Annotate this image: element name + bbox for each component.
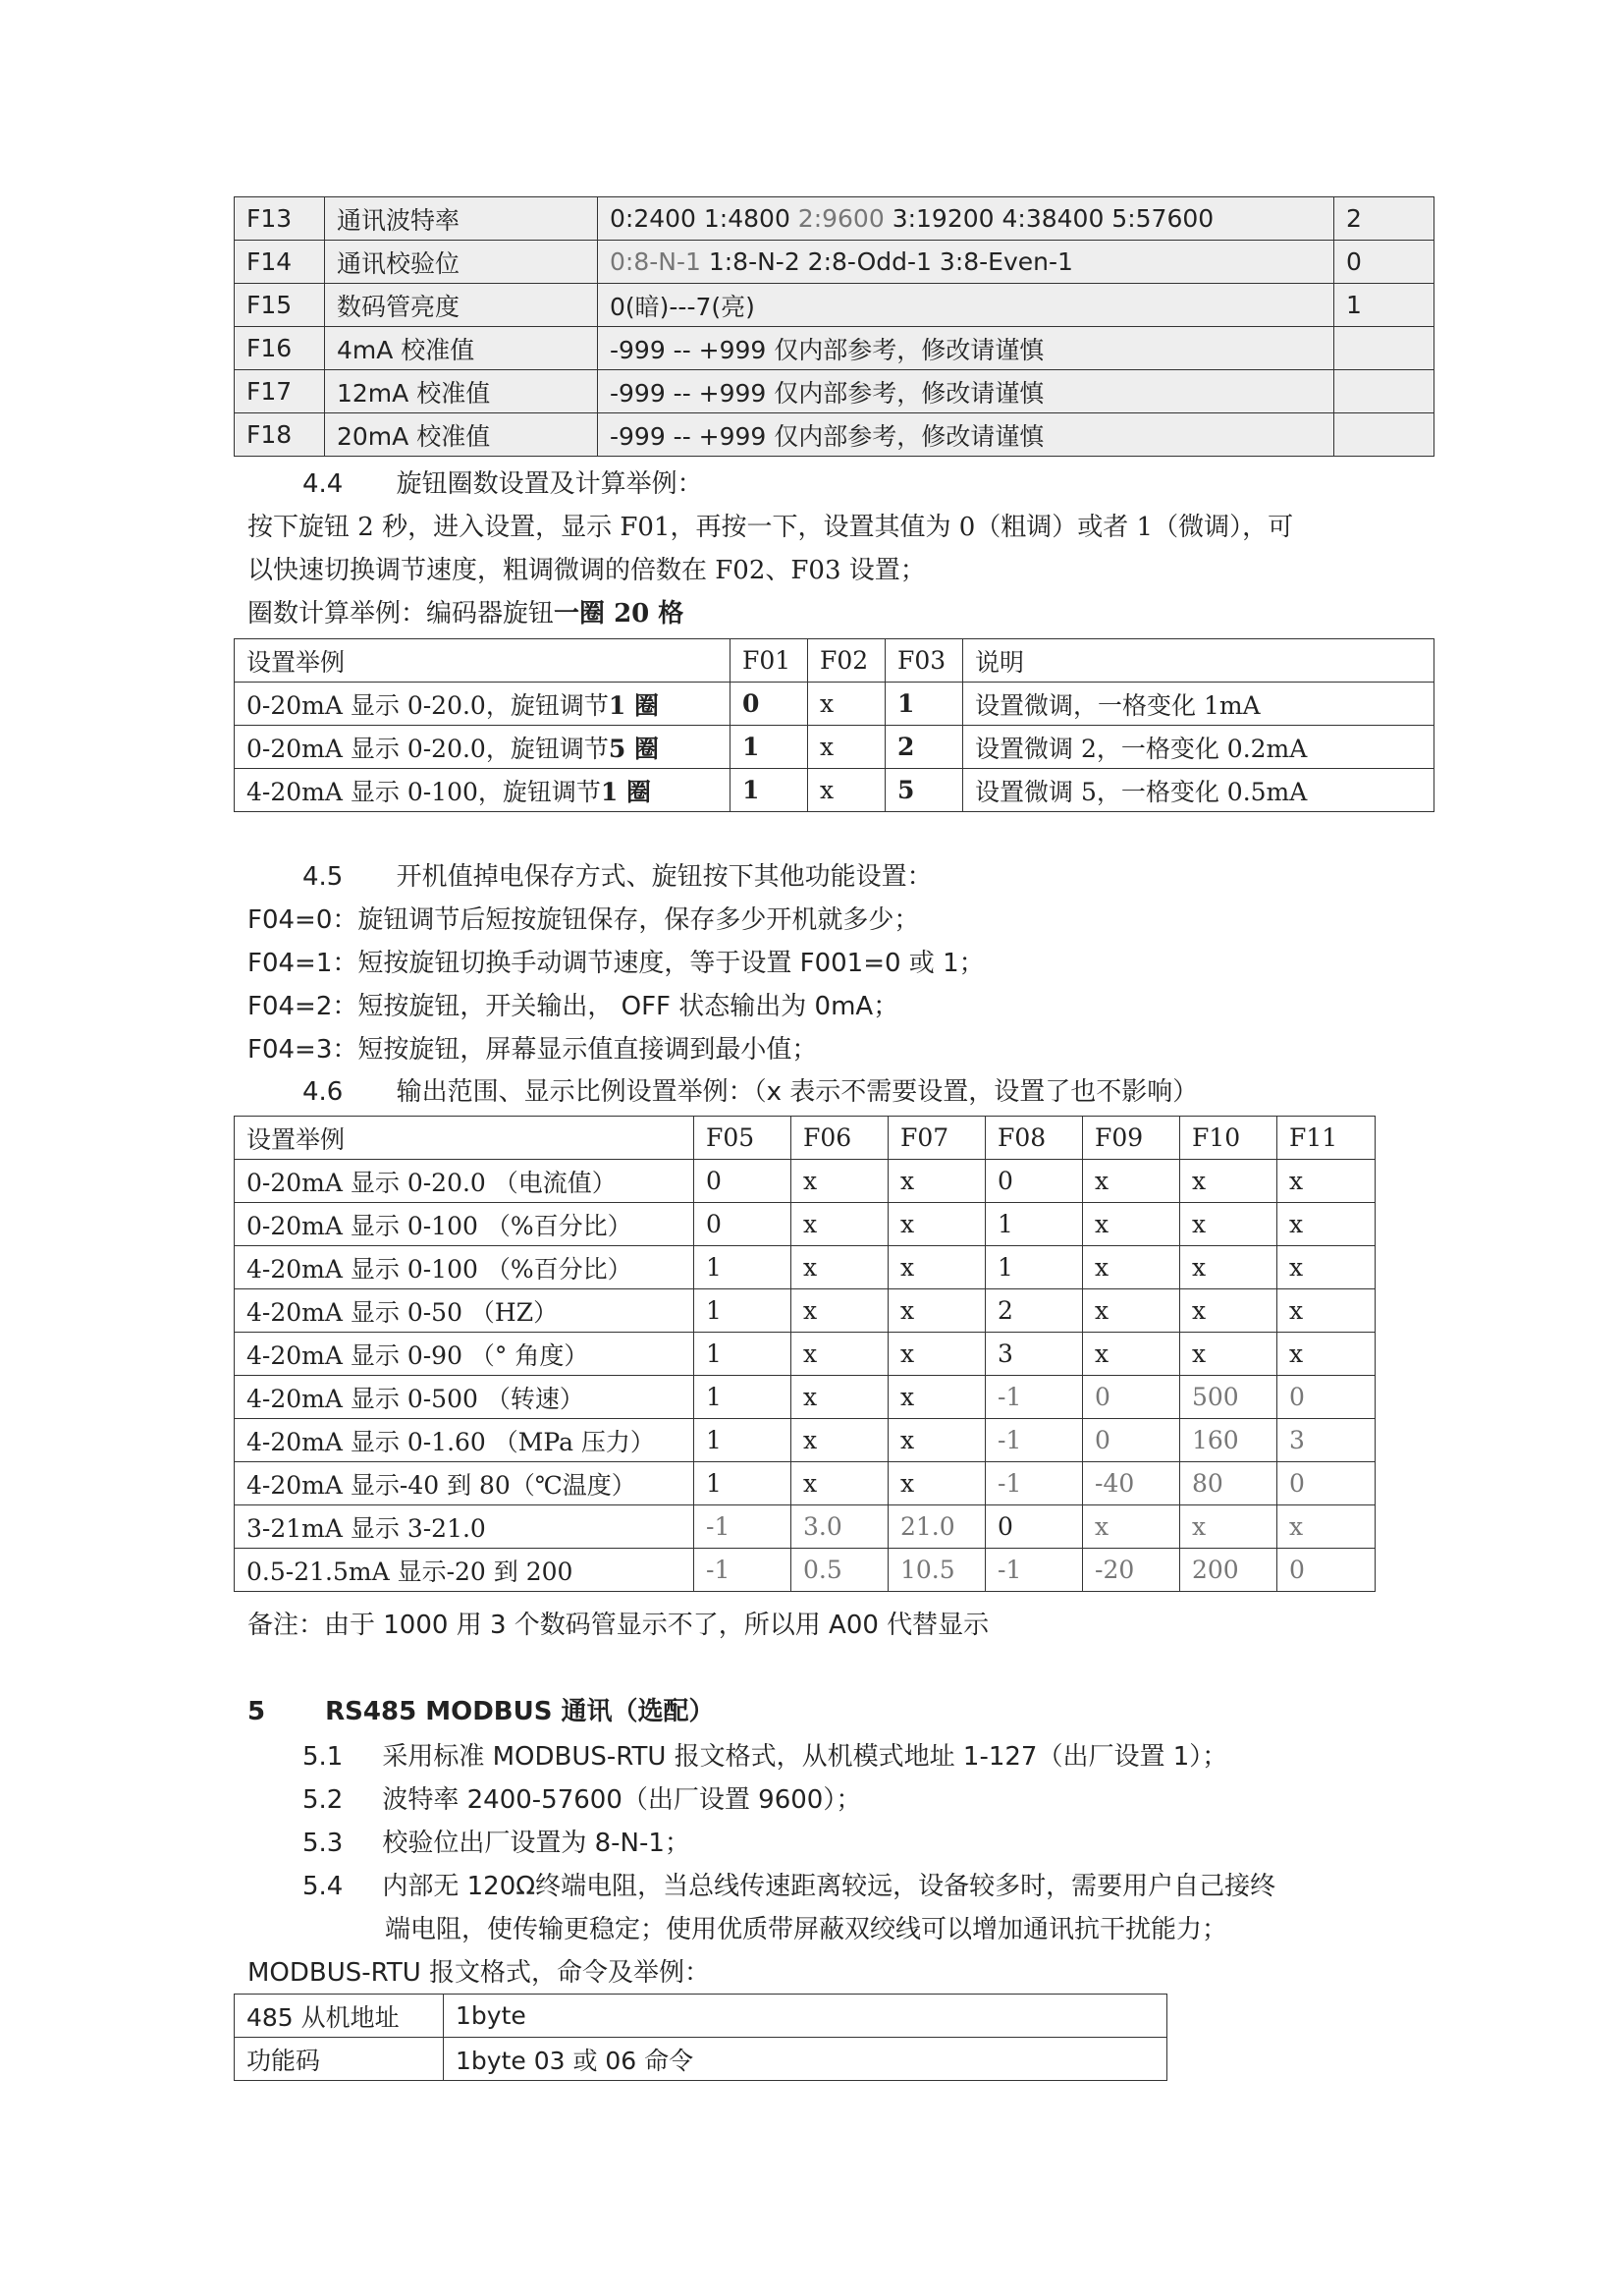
param-code: F18 bbox=[235, 413, 325, 457]
param-range bbox=[598, 241, 1334, 284]
paragraph bbox=[247, 599, 683, 629]
value-cell: x bbox=[1180, 1333, 1277, 1376]
param-default bbox=[1334, 327, 1434, 370]
value-cell: 1 bbox=[694, 1333, 791, 1376]
value-cell: 0 bbox=[1083, 1376, 1180, 1419]
value-cell: 3 bbox=[1277, 1419, 1376, 1462]
param-range bbox=[598, 370, 1334, 413]
value-cell: -1 bbox=[694, 1505, 791, 1549]
param-range-text: 0:2400 1:4800 bbox=[610, 204, 798, 233]
param-default bbox=[1334, 413, 1434, 457]
spec-number: 5.1 bbox=[302, 1742, 344, 1772]
spec-item bbox=[302, 1742, 1227, 1773]
column-header: F03 bbox=[886, 639, 963, 683]
value-cell: -20 bbox=[1083, 1549, 1180, 1592]
value-cell: x bbox=[791, 1160, 889, 1203]
column-header: F01 bbox=[730, 639, 808, 683]
param-default bbox=[1334, 370, 1434, 413]
value-cell: 1 bbox=[694, 1289, 791, 1333]
param-name: 12mA 校准值 bbox=[325, 370, 598, 413]
value-cell: x bbox=[1083, 1289, 1180, 1333]
value-cell: -1 bbox=[986, 1419, 1083, 1462]
table-row bbox=[235, 197, 1434, 241]
spec-text: 校验位出厂设置为 8-N-1； bbox=[382, 1829, 690, 1858]
field-name: 功能码 bbox=[235, 2038, 444, 2081]
spec-text: 波特率 2400-57600（出厂设置 9600）； bbox=[382, 1785, 862, 1815]
spec-number: 5.2 bbox=[302, 1785, 344, 1815]
param-range-highlight: 0:8-N-1 bbox=[610, 247, 701, 276]
example-cell: 4-20mA 显示 0-1.60 （MPa 压力） bbox=[235, 1419, 694, 1462]
param-default: 2 bbox=[1334, 197, 1434, 241]
table-row bbox=[235, 2038, 1167, 2081]
column-header: F06 bbox=[791, 1117, 889, 1160]
column-header: F09 bbox=[1083, 1117, 1180, 1160]
spec-item bbox=[302, 1829, 690, 1859]
table-row bbox=[235, 1505, 1376, 1549]
param-range-text: -999 -- +999 仅内部参考，修改请谨慎 bbox=[610, 421, 1045, 451]
value-cell: 0 bbox=[694, 1160, 791, 1203]
param-range-text: -999 -- +999 仅内部参考，修改请谨慎 bbox=[610, 335, 1045, 364]
note-cell: 设置微调 5，一格变化 0.5mA bbox=[963, 769, 1434, 812]
value-cell: x bbox=[889, 1246, 986, 1289]
turns-text: 1 圈 bbox=[600, 777, 651, 806]
value-cell: -40 bbox=[1083, 1462, 1180, 1505]
note-cell: 设置微调 2，一格变化 0.2mA bbox=[963, 726, 1434, 769]
example-cell: 0-20mA 显示 0-20.0 （电流值） bbox=[235, 1160, 694, 1203]
value-cell: -1 bbox=[986, 1376, 1083, 1419]
f02-cell: x bbox=[808, 726, 886, 769]
param-code: F14 bbox=[235, 241, 325, 284]
column-header: F08 bbox=[986, 1117, 1083, 1160]
value-cell: 0 bbox=[986, 1160, 1083, 1203]
param-default: 1 bbox=[1334, 284, 1434, 327]
f04-option: F04=1：短按旋钮切换手动调节速度，等于设置 F001=0 或 1； bbox=[247, 949, 985, 978]
turns-text: 1 圈 bbox=[608, 690, 659, 720]
value-cell: x bbox=[889, 1160, 986, 1203]
table-row bbox=[235, 1289, 1376, 1333]
example-cell: 0.5-21.5mA 显示-20 到 200 bbox=[235, 1549, 694, 1592]
example-cell bbox=[235, 769, 730, 812]
value-cell: 1 bbox=[694, 1376, 791, 1419]
param-range-text: 3:19200 4:38400 5:57600 bbox=[884, 204, 1215, 233]
value-cell: 0 bbox=[1277, 1462, 1376, 1505]
turns-text: 5 圈 bbox=[608, 734, 659, 763]
value-cell: x bbox=[1277, 1160, 1376, 1203]
section-5-heading bbox=[247, 1697, 715, 1727]
value-cell: 3 bbox=[986, 1333, 1083, 1376]
param-code: F13 bbox=[235, 197, 325, 241]
value-cell: 10.5 bbox=[889, 1549, 986, 1592]
f02-cell: x bbox=[808, 683, 886, 726]
value-cell: x bbox=[1277, 1289, 1376, 1333]
paragraph-text: 圈数计算举例：编码器旋钮 bbox=[247, 599, 555, 629]
column-header: 说明 bbox=[963, 639, 1434, 683]
example-cell: 4-20mA 显示 0-500 （转速） bbox=[235, 1376, 694, 1419]
example-text: 0-20mA 显示 0-20.0，旋钮调节 bbox=[246, 734, 609, 763]
value-cell: x bbox=[1083, 1246, 1180, 1289]
value-cell: x bbox=[889, 1462, 986, 1505]
value-cell: x bbox=[1083, 1160, 1180, 1203]
value-cell: x bbox=[1277, 1203, 1376, 1246]
column-header: F05 bbox=[694, 1117, 791, 1160]
param-range-text: 0(暗)---7(亮) bbox=[610, 292, 755, 321]
table-row bbox=[235, 327, 1434, 370]
note-cell: 设置微调，一格变化 1mA bbox=[963, 683, 1434, 726]
value-cell: x bbox=[889, 1376, 986, 1419]
table-row bbox=[235, 1462, 1376, 1505]
table-row bbox=[235, 1549, 1376, 1592]
example-text: 4-20mA 显示 0-100，旋钮调节 bbox=[246, 777, 601, 806]
value-cell: 200 bbox=[1180, 1549, 1277, 1592]
value-cell: x bbox=[1180, 1246, 1277, 1289]
value-cell: x bbox=[791, 1376, 889, 1419]
param-range bbox=[598, 197, 1334, 241]
section-title: 开机值掉电保存方式、旋钮按下其他功能设置： bbox=[396, 862, 933, 892]
value-cell: x bbox=[889, 1289, 986, 1333]
f03-cell: 2 bbox=[886, 726, 963, 769]
column-header: F07 bbox=[889, 1117, 986, 1160]
param-name: 通讯校验位 bbox=[325, 241, 598, 284]
table-row bbox=[235, 1995, 1167, 2038]
param-range bbox=[598, 284, 1334, 327]
table-row bbox=[235, 241, 1434, 284]
table-row bbox=[235, 1203, 1376, 1246]
f04-option: F04=2：短按旋钮，开关输出， OFF 状态输出为 0mA； bbox=[247, 992, 899, 1021]
value-cell: 0 bbox=[1277, 1549, 1376, 1592]
value-cell: x bbox=[1180, 1289, 1277, 1333]
value-cell: 3.0 bbox=[791, 1505, 889, 1549]
example-cell: 0-20mA 显示 0-100 （%百分比） bbox=[235, 1203, 694, 1246]
section-number: 5 bbox=[247, 1697, 266, 1726]
table-row bbox=[235, 413, 1434, 457]
value-cell: 1 bbox=[694, 1419, 791, 1462]
column-header: 设置举例 bbox=[235, 639, 730, 683]
param-range-text: 1:8-N-2 2:8-Odd-1 3:8-Even-1 bbox=[700, 247, 1073, 276]
paragraph: 以快速切换调节速度，粗调微调的倍数在 F02、F03 设置； bbox=[247, 556, 926, 585]
value-cell: 0 bbox=[694, 1203, 791, 1246]
param-name: 数码管亮度 bbox=[325, 284, 598, 327]
paragraph-continuation: 端电阻，使传输更稳定；使用优质带屏蔽双绞线可以增加通讯抗干扰能力； bbox=[385, 1915, 1228, 1944]
param-name: 通讯波特率 bbox=[325, 197, 598, 241]
value-cell: 160 bbox=[1180, 1419, 1277, 1462]
value-cell: 1 bbox=[986, 1246, 1083, 1289]
table-row bbox=[235, 683, 1434, 726]
table-row bbox=[235, 726, 1434, 769]
value-cell: x bbox=[1277, 1246, 1376, 1289]
section-4-5-heading bbox=[302, 862, 933, 893]
value-cell: 2 bbox=[986, 1289, 1083, 1333]
field-value: 1byte 03 或 06 命令 bbox=[444, 2038, 1167, 2081]
f03-cell: 5 bbox=[886, 769, 963, 812]
column-header: F11 bbox=[1277, 1117, 1376, 1160]
value-cell: x bbox=[1180, 1505, 1277, 1549]
value-cell: 21.0 bbox=[889, 1505, 986, 1549]
value-cell: -1 bbox=[986, 1462, 1083, 1505]
param-code: F15 bbox=[235, 284, 325, 327]
range-example-table bbox=[234, 1116, 1376, 1592]
value-cell: x bbox=[1277, 1333, 1376, 1376]
value-cell: 80 bbox=[1180, 1462, 1277, 1505]
f04-option: F04=0：旋钮调节后短按旋钮保存，保存多少开机就多少； bbox=[247, 905, 920, 935]
section-number: 4.4 bbox=[302, 469, 344, 499]
column-header: F02 bbox=[808, 639, 886, 683]
example-text: 0-20mA 显示 0-20.0，旋钮调节 bbox=[246, 690, 609, 720]
value-cell: x bbox=[1180, 1203, 1277, 1246]
value-cell: -1 bbox=[986, 1549, 1083, 1592]
value-cell: x bbox=[889, 1333, 986, 1376]
section-title: 旋钮圈数设置及计算举例： bbox=[396, 469, 703, 499]
f01-cell: 1 bbox=[730, 769, 808, 812]
value-cell: x bbox=[1083, 1505, 1180, 1549]
example-cell bbox=[235, 726, 730, 769]
format-title: MODBUS-RTU 报文格式，命令及举例： bbox=[247, 1958, 711, 1988]
value-cell: x bbox=[791, 1289, 889, 1333]
table-row bbox=[235, 1419, 1376, 1462]
section-number: 4.6 bbox=[302, 1077, 344, 1107]
table-note: 备注：由于 1000 用 3 个数码管显示不了，所以用 A00 代替显示 bbox=[247, 1611, 990, 1640]
f02-cell: x bbox=[808, 769, 886, 812]
value-cell: 1 bbox=[694, 1246, 791, 1289]
value-cell: x bbox=[791, 1419, 889, 1462]
section-title: RS485 MODBUS 通讯（选配） bbox=[325, 1697, 715, 1726]
value-cell: 500 bbox=[1180, 1376, 1277, 1419]
value-cell: x bbox=[791, 1462, 889, 1505]
section-4-6-heading bbox=[302, 1077, 1198, 1108]
value-cell: 0.5 bbox=[791, 1549, 889, 1592]
spec-item bbox=[302, 1872, 1275, 1902]
table-row bbox=[235, 1333, 1376, 1376]
table-row bbox=[235, 284, 1434, 327]
spec-text: 采用标准 MODBUS-RTU 报文格式，从机模式地址 1-127（出厂设置 1）； bbox=[382, 1742, 1228, 1772]
value-cell: 0 bbox=[1277, 1376, 1376, 1419]
value-cell: 1 bbox=[694, 1462, 791, 1505]
f04-option: F04=3：短按旋钮，屏幕显示值直接调到最小值； bbox=[247, 1035, 818, 1065]
value-cell: 0 bbox=[1083, 1419, 1180, 1462]
spec-number: 5.3 bbox=[302, 1829, 344, 1858]
value-cell: x bbox=[791, 1333, 889, 1376]
field-name: 485 从机地址 bbox=[235, 1995, 444, 2038]
spec-number: 5.4 bbox=[302, 1872, 344, 1901]
example-cell: 4-20mA 显示 0-90 （° 角度） bbox=[235, 1333, 694, 1376]
spec-text: 内部无 120Ω终端电阻，当总线传速距离较远，设备较多时，需要用户自己接终 bbox=[382, 1872, 1276, 1901]
paragraph-bold-text: 一圈 20 格 bbox=[554, 599, 684, 629]
parameter-table bbox=[234, 196, 1434, 457]
value-cell: x bbox=[1083, 1333, 1180, 1376]
column-header: 设置举例 bbox=[235, 1117, 694, 1160]
paragraph: 按下旋钮 2 秒，进入设置，显示 F01，再按一下，设置其值为 0（粗调）或者 1（微调），可 bbox=[247, 513, 1294, 542]
param-code: F17 bbox=[235, 370, 325, 413]
section-4-4-heading bbox=[302, 469, 703, 500]
table-row bbox=[235, 769, 1434, 812]
table-row bbox=[235, 1160, 1376, 1203]
param-range bbox=[598, 413, 1334, 457]
example-cell: 4-20mA 显示-40 到 80（℃温度） bbox=[235, 1462, 694, 1505]
value-cell: x bbox=[791, 1203, 889, 1246]
param-range bbox=[598, 327, 1334, 370]
section-number: 4.5 bbox=[302, 862, 344, 892]
table-row bbox=[235, 1246, 1376, 1289]
table-row bbox=[235, 370, 1434, 413]
value-cell: 1 bbox=[986, 1203, 1083, 1246]
table-row bbox=[235, 1376, 1376, 1419]
value-cell: x bbox=[1180, 1160, 1277, 1203]
column-header: F10 bbox=[1180, 1117, 1277, 1160]
f03-cell: 1 bbox=[886, 683, 963, 726]
example-cell: 3-21mA 显示 3-21.0 bbox=[235, 1505, 694, 1549]
value-cell: x bbox=[1277, 1505, 1376, 1549]
param-range-highlight: 2:9600 bbox=[797, 204, 885, 233]
value-cell: 0 bbox=[986, 1505, 1083, 1549]
value-cell: x bbox=[791, 1246, 889, 1289]
field-value: 1byte bbox=[444, 1995, 1167, 2038]
param-default: 0 bbox=[1334, 241, 1434, 284]
param-name: 20mA 校准值 bbox=[325, 413, 598, 457]
param-range-text: -999 -- +999 仅内部参考，修改请谨慎 bbox=[610, 378, 1045, 408]
section-title: 输出范围、显示比例设置举例：（x 表示不需要设置，设置了也不影响） bbox=[396, 1077, 1199, 1107]
modbus-format-table bbox=[234, 1994, 1167, 2081]
spec-item bbox=[302, 1785, 861, 1816]
value-cell: x bbox=[889, 1419, 986, 1462]
f01-cell: 1 bbox=[730, 726, 808, 769]
example-cell: 4-20mA 显示 0-50 （HZ） bbox=[235, 1289, 694, 1333]
value-cell: -1 bbox=[694, 1549, 791, 1592]
turns-example-table bbox=[234, 638, 1434, 812]
example-cell: 4-20mA 显示 0-100 （%百分比） bbox=[235, 1246, 694, 1289]
value-cell: x bbox=[1083, 1203, 1180, 1246]
value-cell: x bbox=[889, 1203, 986, 1246]
f01-cell: 0 bbox=[730, 683, 808, 726]
example-cell bbox=[235, 683, 730, 726]
param-code: F16 bbox=[235, 327, 325, 370]
param-name: 4mA 校准值 bbox=[325, 327, 598, 370]
